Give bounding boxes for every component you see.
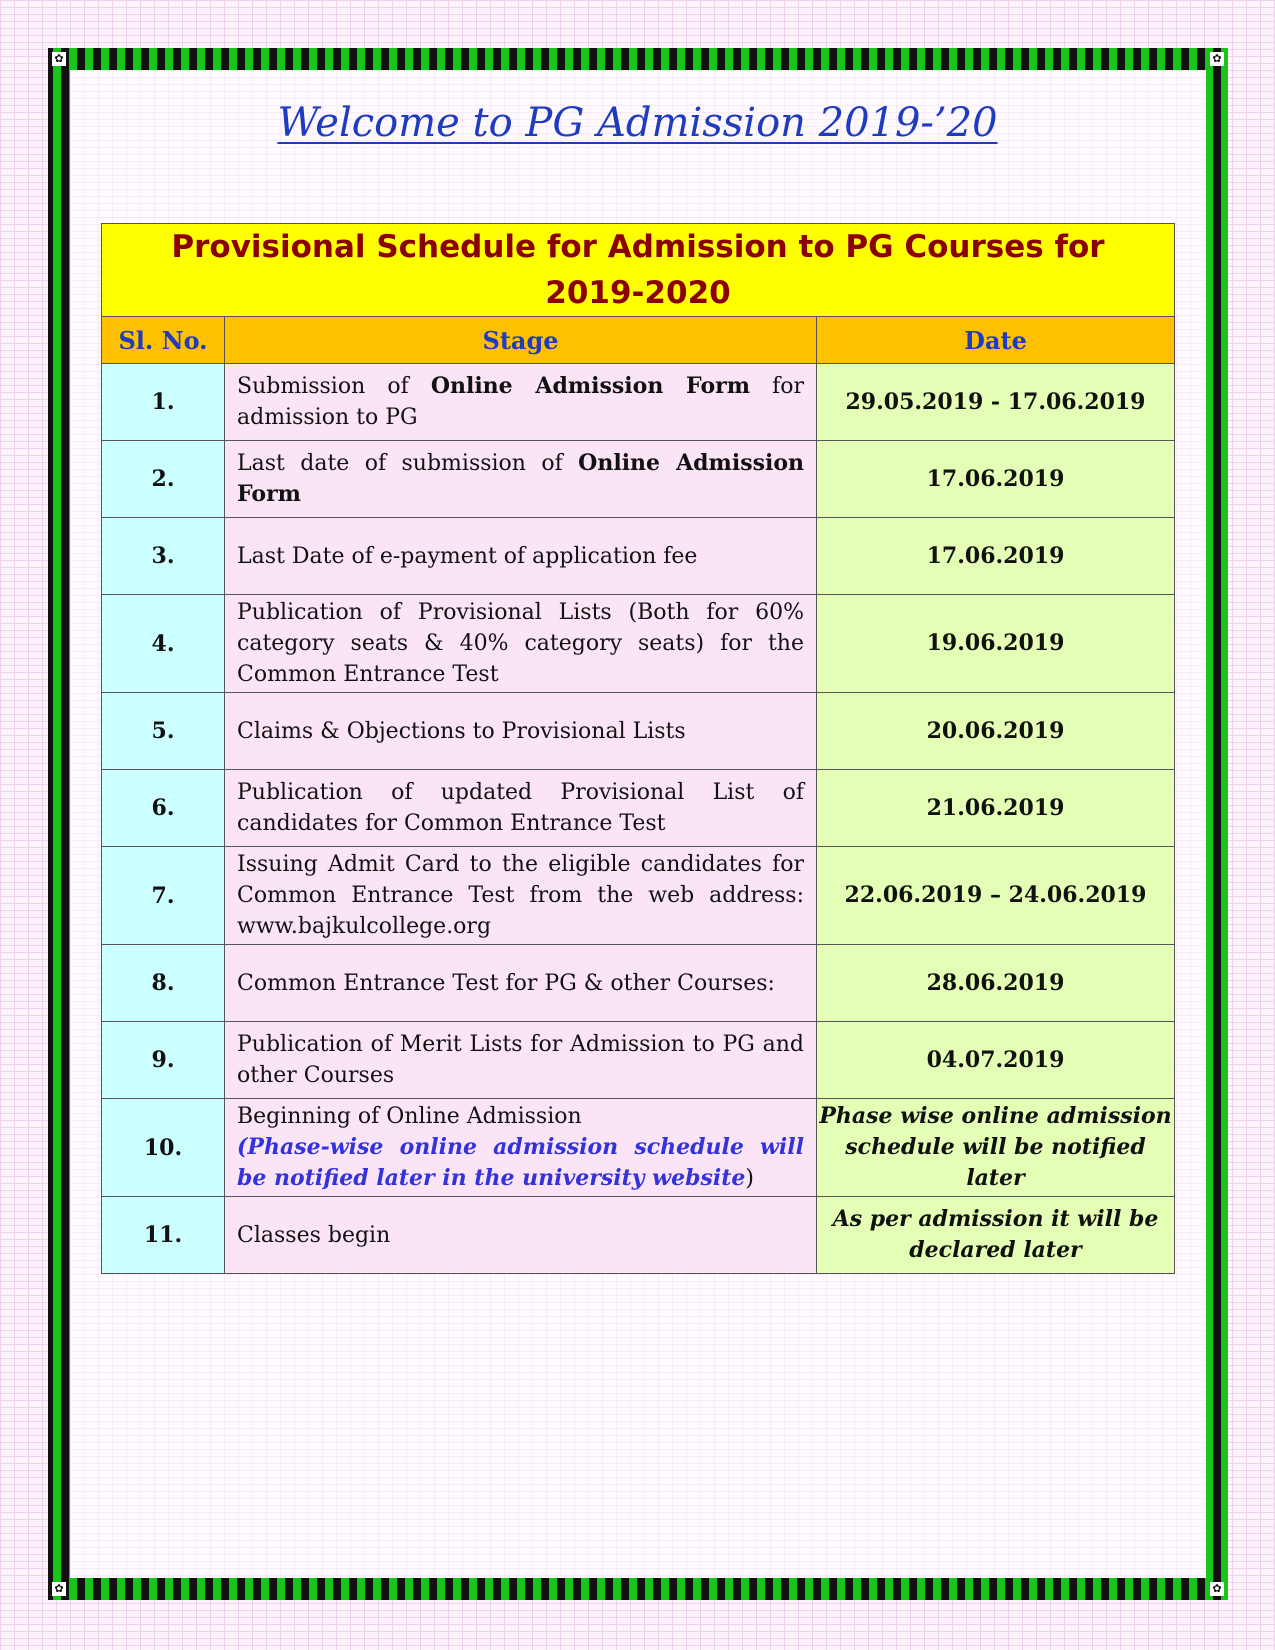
date-cell: 20.06.2019	[817, 693, 1175, 770]
stage-note: Phase-wise online admission schedule will be notified later in the university website	[237, 1134, 804, 1191]
corner-ornament-icon: ✿	[1210, 1582, 1224, 1596]
table-row	[102, 1099, 1175, 1197]
date-cell: 04.07.2019	[817, 1022, 1175, 1099]
stage-bold-text: Online Admission Form	[237, 450, 804, 507]
stage-cell: Last Date of e-payment of application fee	[225, 518, 817, 595]
row-number: 1.	[102, 364, 225, 441]
stage-cell: Publication of Provisional Lists (Both for 60% category seats & 40% category seats) for the Common Entrance Test	[225, 595, 817, 693]
table-row	[102, 847, 1175, 945]
schedule-table	[101, 223, 1175, 1274]
date-cell: 28.06.2019	[817, 945, 1175, 1022]
table-row	[102, 595, 1175, 693]
row-number: 9.	[102, 1022, 225, 1099]
date-cell: 22.06.2019 – 24.06.2019	[817, 847, 1175, 945]
stage-cell: Common Entrance Test for PG & other Courses:	[225, 945, 817, 1022]
table-header-row	[102, 317, 1175, 364]
row-number: 10.	[102, 1099, 225, 1197]
stage-text: Last date of submission of	[237, 451, 579, 476]
stage-cell: Issuing Admit Card to the eligible candidates for Common Entrance Test from the web address: www.bajkulcollege.org	[225, 847, 817, 945]
table-row	[102, 518, 1175, 595]
column-header-date: Date	[817, 317, 1175, 364]
date-cell: 29.05.2019 - 17.06.2019	[817, 364, 1175, 441]
stage-text: Submission of	[237, 374, 431, 399]
table-row	[102, 1022, 1175, 1099]
column-header-stage: Stage	[225, 317, 817, 364]
row-number: 5.	[102, 693, 225, 770]
table-row	[102, 1197, 1175, 1274]
stage-cell	[225, 1099, 817, 1197]
row-number: 8.	[102, 945, 225, 1022]
column-header-sl-no: Sl. No.	[102, 317, 225, 364]
table-row	[102, 441, 1175, 518]
row-number: 11.	[102, 1197, 225, 1274]
date-cell: 17.06.2019	[817, 518, 1175, 595]
table-row	[102, 770, 1175, 847]
note-paren: )	[745, 1166, 754, 1191]
date-cell: 19.06.2019	[817, 595, 1175, 693]
stage-bold-text: Online Admission Form	[430, 373, 751, 399]
stage-text: for admission to PG	[237, 374, 805, 430]
row-number: 4.	[102, 595, 225, 693]
date-cell: 17.06.2019	[817, 441, 1175, 518]
stage-cell: Publication of Merit Lists for Admission to PG and other Courses	[225, 1022, 817, 1099]
stage-cell	[225, 441, 817, 518]
row-number: 3.	[102, 518, 225, 595]
corner-ornament-icon: ✿	[52, 52, 66, 66]
table-row	[102, 945, 1175, 1022]
page-title: Welcome to PG Admission 2019-’20	[277, 100, 998, 146]
stage-cell: Classes begin	[225, 1197, 817, 1274]
row-number: 7.	[102, 847, 225, 945]
date-cell: 21.06.2019	[817, 770, 1175, 847]
note-paren: (	[237, 1134, 248, 1160]
date-cell: As per admission it will be declared later	[817, 1197, 1175, 1274]
stage-text: Beginning of Online Admission	[237, 1104, 582, 1129]
stage-cell: Publication of updated Provisional List of candidates for Common Entrance Test	[225, 770, 817, 847]
stage-cell	[225, 364, 817, 441]
table-row	[102, 364, 1175, 441]
table-row	[102, 693, 1175, 770]
corner-ornament-icon: ✿	[1210, 52, 1224, 66]
row-number: 6.	[102, 770, 225, 847]
date-cell: Phase wise online admission schedule will be notified later	[817, 1099, 1175, 1197]
row-number: 2.	[102, 441, 225, 518]
table-title: Provisional Schedule for Admission to PG Courses for 2019-2020	[102, 224, 1175, 317]
corner-ornament-icon: ✿	[52, 1582, 66, 1596]
stage-cell: Claims & Objections to Provisional Lists	[225, 693, 817, 770]
